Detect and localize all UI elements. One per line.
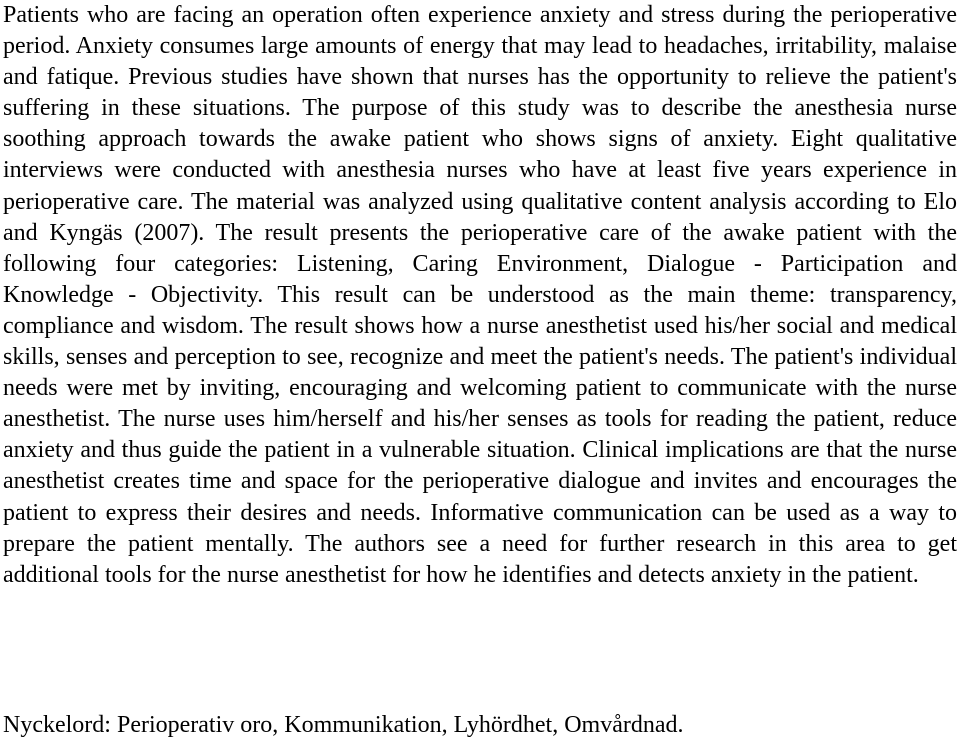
abstract-paragraph: Patients who are facing an operation often experience anxiety and stress during the perioperative period. Anxiety consumes large amounts of energy that may lead to headaches, irritability, malaise and fatique. Previous studies have shown that nurses has the opportunity to relieve the patient's suffering in these situations. The purpose of this study was to describe the anesthesia nurse soothing approach towards the awake patient who shows signs of anxiety. Eight qualitative interviews were conducted with anesthesia nurses who have at least five years experience in perioperative care. The material was analyzed using qualitative content analysis according to Elo and Kyngäs (2007). The result presents the perioperative care of the awake patient with the following four categories: Listening, Caring Environment, Dialogue - Participation and Knowledge - Objectivity. This result can be understood as the main theme: transparency, compliance and wisdom. The result shows how a nurse anesthetist used his/her social and medical skills, senses and perception to see, recognize and meet the patient's needs. The patient's individual needs were met by inviting, encouraging and welcoming patient to communicate with the nurse anesthetist. The nurse uses him/herself and his/her senses as tools for reading the patient, reduce anxiety and thus guide the patient in a vulnerable situation. Clinical implications are that the nurse anesthetist creates time and space for the perioperative dialogue and invites and encourages the patient to express their desires and needs. Informative communication can be used as a way to prepare the patient mentally. The authors see a need for further research in this area to get additional tools for the nurse anesthetist for how he identifies and detects anxiety in the patient. bbox=[3, 2, 957, 588]
document-page bbox=[3, 0, 957, 744]
keywords-line: Nyckelord: Perioperativ oro, Kommunikation, Lyhördhet, Omvårdnad. bbox=[3, 712, 684, 738]
